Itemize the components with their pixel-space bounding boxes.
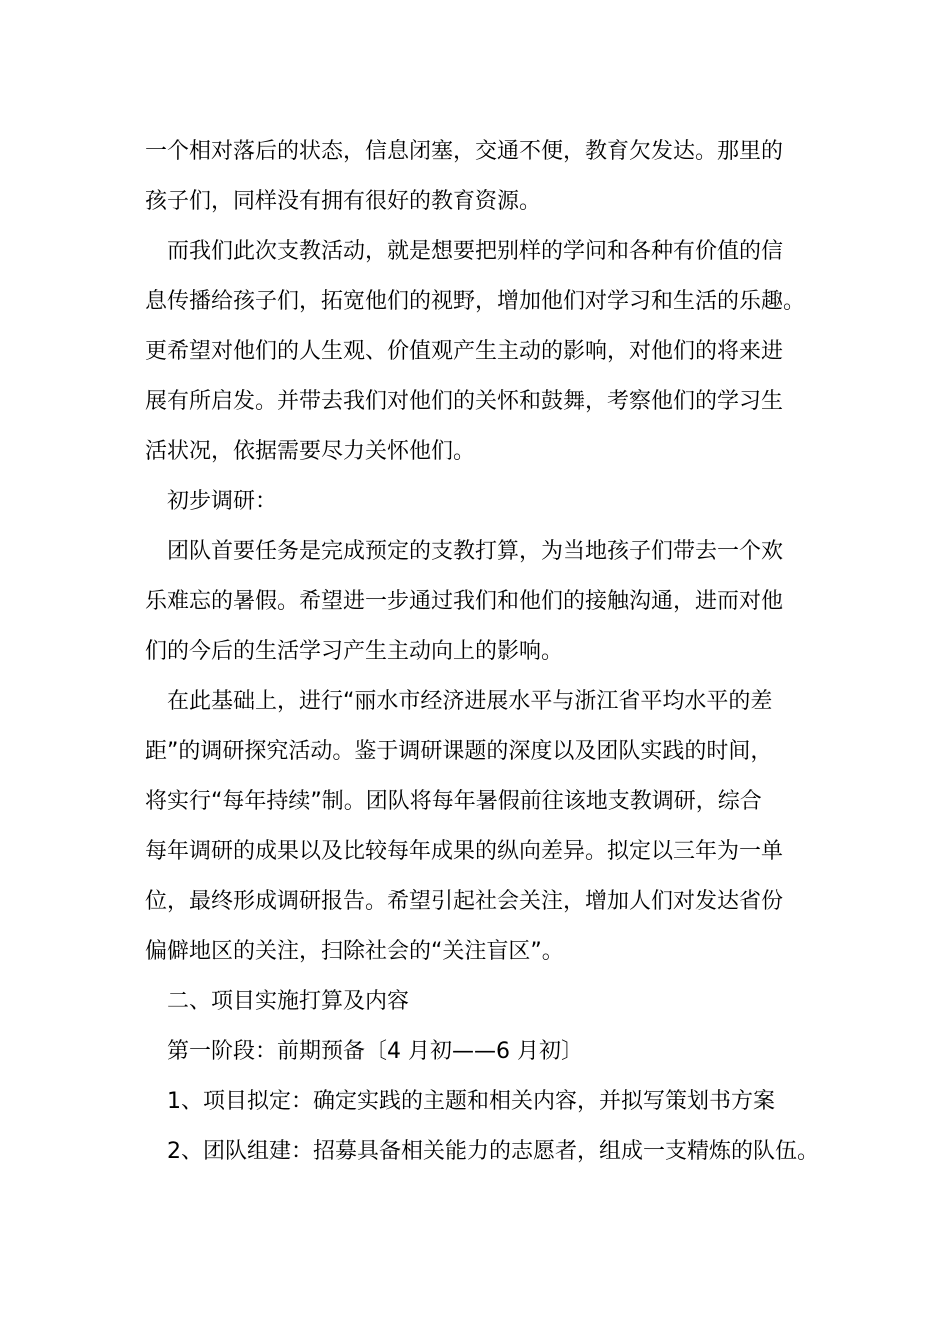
text-line: 们的今后的生活学习产生主动向上的影响。 — [145, 639, 564, 664]
text-line: 展有所启发。并带去我们对他们的关怀和鼓舞，考察他们的学习生 — [145, 389, 784, 414]
text-line: 更希望对他们的人生观、价值观产生主动的影响，对他们的将来进 — [145, 339, 784, 364]
phase-heading: 第一阶段：前期预备〔4 月初——6 月初〕 — [167, 1039, 583, 1064]
text-line: 一个相对落后的状态，信息闭塞，交通不便，教育欠发达。那里的 — [145, 139, 784, 164]
text-line: 孩子们，同样没有拥有很好的教育资源。 — [145, 189, 542, 214]
text-line: 偏僻地区的关注，扫除社会的“关注盲区”。 — [145, 939, 564, 964]
text-line: 而我们此次支教活动，就是想要把别样的学问和各种有价值的信 — [167, 239, 784, 264]
text-line: 每年调研的成果以及比较每年成果的纵向差异。拟定以三年为一单 — [145, 839, 784, 864]
text-line: 位，最终形成调研报告。希望引起社会关注，增加人们对发达省份 — [145, 889, 784, 914]
text-line: 在此基础上，进行“丽水市经济进展水平与浙江省平均水平的差 — [167, 689, 773, 714]
section-heading: 二、项目实施打算及内容 — [167, 989, 410, 1014]
text-line: 活状况，依据需要尽力关怀他们。 — [145, 439, 476, 464]
text-line: 团队首要任务是完成预定的支教打算，为当地孩子们带去一个欢 — [167, 539, 784, 564]
list-item: 1、项目拟定：确定实践的主题和相关内容，并拟写策划书方案 — [167, 1089, 775, 1114]
text-line: 息传播给孩子们，拓宽他们的视野，增加他们对学习和生活的乐趣。 — [145, 289, 806, 314]
list-item: 2、团队组建：招募具备相关能力的志愿者，组成一支精炼的队伍。 — [167, 1139, 819, 1164]
text-line: 距”的调研探究活动。鉴于调研课题的深度以及团队实践的时间， — [145, 739, 773, 764]
section-heading: 初步调研： — [167, 489, 278, 514]
text-line: 将实行“每年持续”制。团队将每年暑假前往该地支教调研，综合 — [145, 789, 762, 814]
text-line: 乐难忘的暑假。希望进一步通过我们和他们的接触沟通，进而对他 — [145, 589, 784, 614]
